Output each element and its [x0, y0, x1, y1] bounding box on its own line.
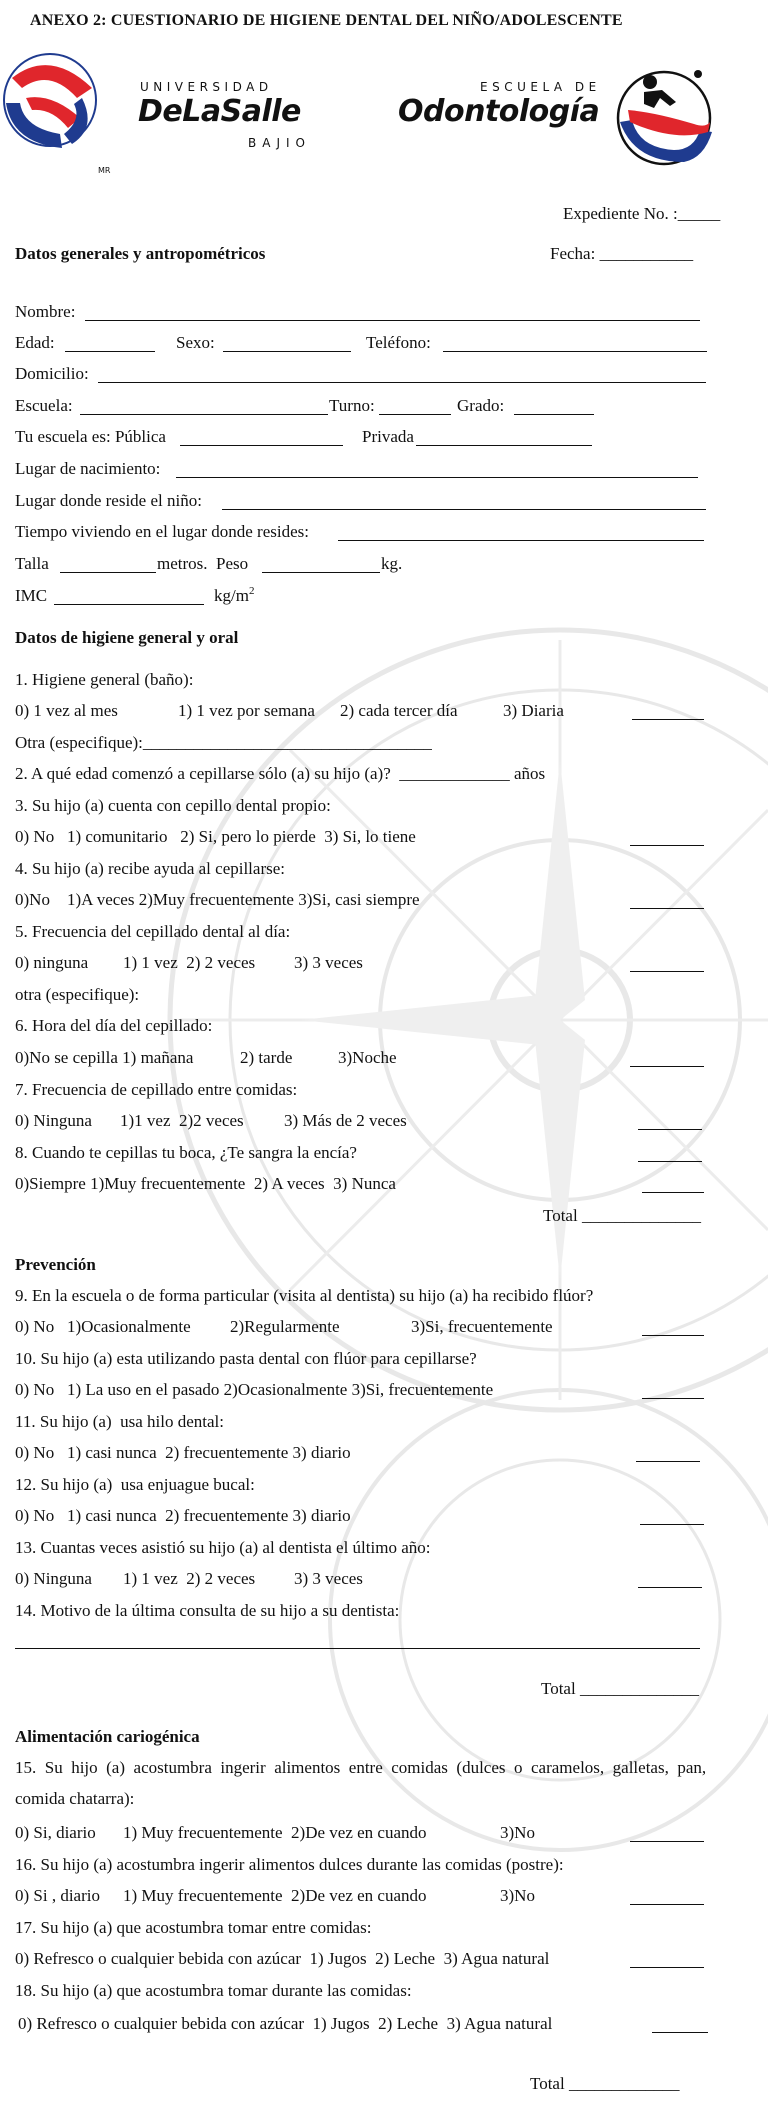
q7-text: 7. Frecuencia de cepillado entre comidas: — [15, 1080, 298, 1099]
lugar-nacimiento-field[interactable] — [176, 477, 698, 478]
q14-text: 14. Motivo de la última consulta de su hijo a su dentista: — [15, 1601, 400, 1620]
kgm-base: kg/m — [214, 586, 249, 605]
q16-opt-2: 3)No — [500, 1886, 535, 1905]
q15-opt-0: 0) Si, diario — [15, 1823, 96, 1842]
imc-field[interactable] — [54, 604, 204, 605]
q9-opt-1: 2)Regularmente — [230, 1317, 340, 1336]
q15-answer-field[interactable] — [630, 1841, 704, 1842]
q2-text: 2. A qué edad comenzó a cepillarse sólo (a) su hijo (a)? _____________ años — [15, 764, 546, 783]
q1-opt-1: 1) 1 vez por semana — [178, 701, 315, 720]
q5-opt-2: 3) 3 veces — [294, 953, 363, 972]
q9-opt-2: 3)Si, frecuentemente — [411, 1317, 553, 1336]
higiene-heading: Datos de higiene general y oral — [15, 628, 239, 647]
escuela-odontologia-logo-icon — [614, 62, 718, 174]
q18-answer-field[interactable] — [652, 2032, 708, 2033]
talla-field[interactable] — [60, 572, 156, 573]
privada-label: Privada — [362, 427, 414, 446]
turno-field[interactable] — [379, 414, 451, 415]
publica-field[interactable] — [180, 445, 343, 446]
q11-answer-field[interactable] — [636, 1461, 700, 1462]
grado-field[interactable] — [514, 414, 594, 415]
q10-text: 10. Su hijo (a) esta utilizando pasta dental con flúor para cepillarse? — [15, 1349, 477, 1368]
q6-opt-1: 2) tarde — [240, 1048, 293, 1067]
q13-text: 13. Cuantas veces asistió su hijo (a) al dentista el último año: — [15, 1538, 431, 1557]
q16-opt-0: 0) Si , diario — [15, 1886, 100, 1905]
prevencion-heading: Prevención — [15, 1255, 96, 1274]
document-title: ANEXO 2: CUESTIONARIO DE HIGIENE DENTAL DEL NIÑO/ADOLESCENTE — [30, 12, 623, 29]
general-data-heading: Datos generales y antropométricos — [15, 244, 266, 263]
q15-text-line2: comida chatarra): — [15, 1789, 135, 1808]
q16-opt-1: 1) Muy frecuentemente 2)De vez en cuando — [123, 1886, 427, 1905]
q12-answer-field[interactable] — [640, 1524, 704, 1525]
q3-text: 3. Su hijo (a) cuenta con cepillo dental propio: — [15, 796, 331, 815]
telefono-label: Teléfono: — [366, 333, 431, 352]
q6-opt-2: 3)Noche — [338, 1048, 397, 1067]
q1-otra: Otra (especifique):__________________________________ — [15, 733, 432, 752]
q15-opt-2: 3)No — [500, 1823, 535, 1842]
q1-text: 1. Higiene general (baño): — [15, 670, 194, 689]
q17-options: 0) Refresco o cualquier bebida con azúcar 1) Jugos 2) Leche 3) Agua natural — [15, 1949, 550, 1968]
sexo-field[interactable] — [223, 351, 351, 352]
q16-text: 16. Su hijo (a) acostumbra ingerir alimentos dulces durante las comidas (postre): — [15, 1855, 564, 1874]
logo-left-mark: MR — [98, 166, 111, 175]
q7-answer-field[interactable] — [638, 1129, 702, 1130]
escuela-field[interactable] — [80, 414, 328, 415]
q17-text: 17. Su hijo (a) que acostumbra tomar entre comidas: — [15, 1918, 372, 1937]
q7-opt-0: 0) Ninguna — [15, 1111, 92, 1130]
q15-text-line1: 15. Su hijo (a) acostumbra ingerir alimentos entre comidas (dulces o caramelos, galletas, pan, — [15, 1758, 707, 1777]
kg-label: kg. — [381, 554, 403, 573]
kgm-exponent: 2 — [248, 585, 255, 597]
lugar-nacimiento-label: Lugar de nacimiento: — [15, 459, 161, 478]
peso-field[interactable] — [262, 572, 380, 573]
q5-opt-1: 1) 1 vez 2) 2 veces — [123, 953, 256, 972]
q13-opt-0: 0) Ninguna — [15, 1569, 92, 1588]
logo-left-main-text: DeLaSalle — [138, 94, 301, 129]
q5-answer-field[interactable] — [630, 971, 704, 972]
q8-text: 8. Cuando te cepillas tu boca, ¿Te sangra la encía? — [15, 1143, 357, 1162]
q13-opt-1: 1) 1 vez 2) 2 veces — [123, 1569, 256, 1588]
q11-text: 11. Su hijo (a) usa hilo dental: — [15, 1412, 225, 1431]
q3-answer-field[interactable] — [630, 845, 704, 846]
privada-field[interactable] — [416, 445, 592, 446]
lugar-reside-field[interactable] — [222, 509, 706, 510]
q6-answer-field[interactable] — [630, 1066, 704, 1067]
q1-opt-2: 2) cada tercer día — [340, 701, 458, 720]
kgm-unit — [214, 586, 254, 606]
q8-options: 0)Siempre 1)Muy frecuentemente 2) A veces 3) Nunca — [15, 1174, 396, 1193]
metros-peso-label: metros. Peso — [157, 554, 249, 573]
q13-answer-field[interactable] — [638, 1587, 702, 1588]
logo-left-top-text: UNIVERSIDAD — [140, 80, 273, 94]
logo-right-top-text: ESCUELA DE — [480, 80, 601, 94]
alimentacion-total: Total _____________ — [530, 2074, 680, 2093]
q1-opt-0: 0) 1 vez al mes — [15, 701, 118, 720]
lugar-reside-label: Lugar donde reside el niño: — [15, 491, 202, 510]
escuela-label: Escuela: — [15, 396, 73, 415]
q3-options: 0) No 1) comunitario 2) Si, pero lo pierde 3) Si, lo tiene — [15, 827, 416, 846]
q13-opt-2: 3) 3 veces — [294, 1569, 363, 1588]
q5-otra: otra (especifique): — [15, 985, 140, 1004]
q8-answer-field-2[interactable] — [642, 1192, 704, 1193]
q12-text: 12. Su hijo (a) usa enjuague bucal: — [15, 1475, 255, 1494]
expediente-label: Expediente No. :_____ — [563, 204, 721, 223]
q9-text: 9. En la escuela o de forma particular (visita al dentista) su hijo (a) ha recibido flúor? — [15, 1286, 594, 1305]
prevencion-total: Total ______________ — [541, 1679, 699, 1698]
q7-opt-2: 3) Más de 2 veces — [284, 1111, 407, 1130]
nombre-label: Nombre: — [15, 302, 76, 321]
q14-answer-field[interactable] — [15, 1648, 700, 1649]
nombre-field[interactable] — [85, 320, 700, 321]
q5-text: 5. Frecuencia del cepillado dental al día: — [15, 922, 291, 941]
domicilio-label: Domicilio: — [15, 364, 89, 383]
imc-label: IMC — [15, 586, 48, 605]
tiempo-viviendo-field[interactable] — [338, 540, 704, 541]
q18-text: 18. Su hijo (a) que acostumbra tomar durante las comidas: — [15, 1981, 412, 2000]
telefono-field[interactable] — [443, 351, 707, 352]
fecha-label: Fecha: ___________ — [550, 244, 694, 263]
turno-label: Turno: — [329, 396, 375, 415]
logo-left-bottom-text: BAJIO — [248, 136, 311, 150]
tipo-escuela-label: Tu escuela es: Pública — [15, 427, 166, 446]
q4-answer-field[interactable] — [630, 908, 704, 909]
q6-opt-0: 0)No se cepilla 1) mañana — [15, 1048, 194, 1067]
q18-options: 0) Refresco o cualquier bebida con azúcar 1) Jugos 2) Leche 3) Agua natural — [18, 2014, 553, 2033]
sexo-label: Sexo: — [176, 333, 215, 352]
q16-answer-field[interactable] — [630, 1904, 704, 1905]
q12-options: 0) No 1) casi nunca 2) frecuentemente 3) diario — [15, 1506, 351, 1525]
q17-answer-field[interactable] — [630, 1967, 704, 1968]
tiempo-viviendo-label: Tiempo viviendo en el lugar donde resides: — [15, 522, 309, 541]
q11-options: 0) No 1) casi nunca 2) frecuentemente 3) diario — [15, 1443, 351, 1462]
q7-opt-1: 1)1 vez 2)2 veces — [120, 1111, 244, 1130]
universidad-delasalle-logo-icon — [2, 48, 100, 154]
q10-answer-field[interactable] — [642, 1398, 704, 1399]
q5-opt-0: 0) ninguna — [15, 953, 89, 972]
q15-opt-1: 1) Muy frecuentemente 2)De vez en cuando — [123, 1823, 427, 1842]
q9-opt-0: 0) No 1)Ocasionalmente — [15, 1317, 191, 1336]
talla-label: Talla — [15, 554, 49, 573]
q4-text: 4. Su hijo (a) recibe ayuda al cepillarse: — [15, 859, 285, 878]
edad-label: Edad: — [15, 333, 55, 352]
q9-answer-field[interactable] — [642, 1335, 704, 1336]
alimentacion-heading: Alimentación cariogénica — [15, 1727, 200, 1746]
q8-answer-field[interactable] — [638, 1161, 702, 1162]
higiene-total: Total ______________ — [543, 1206, 701, 1225]
logo-right-main-text: Odontología — [398, 94, 600, 129]
q1-opt-3: 3) Diaria — [503, 701, 564, 720]
q6-text: 6. Hora del día del cepillado: — [15, 1016, 213, 1035]
q10-options: 0) No 1) La uso en el pasado 2)Ocasionalmente 3)Si, frecuentemente — [15, 1380, 494, 1399]
domicilio-field[interactable] — [98, 382, 706, 383]
q4-options: 0)No 1)A veces 2)Muy frecuentemente 3)Si, casi siempre — [15, 890, 420, 909]
grado-label: Grado: — [457, 396, 505, 415]
edad-field[interactable] — [65, 351, 155, 352]
q1-answer-field[interactable] — [632, 719, 704, 720]
